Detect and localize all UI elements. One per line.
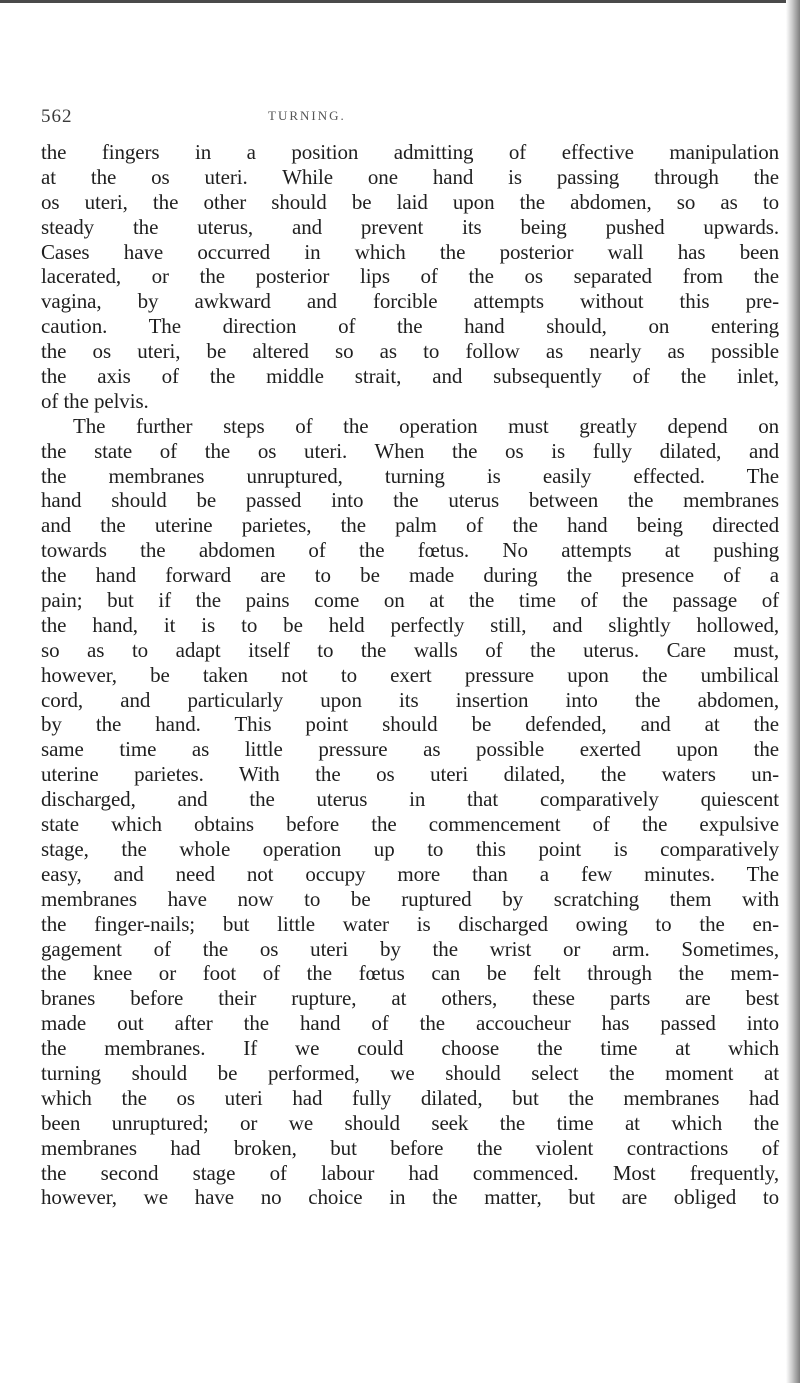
text-line: caution. The direction of the hand should, on entering bbox=[41, 314, 779, 339]
text-line: so as to adapt itself to the walls of the uterus. Care must, bbox=[41, 637, 779, 662]
text-line: easy, and need not occupy more than a few minutes. The bbox=[41, 861, 779, 886]
text-line: the membranes. If we could choose the time at which bbox=[41, 1036, 779, 1061]
text-line: and the uterine parietes, the palm of the hand being directed bbox=[41, 513, 779, 538]
text-line: the membranes unruptured, turning is easily effected. The bbox=[41, 463, 779, 488]
text-line: however, be taken not to exert pressure upon the umbilical bbox=[41, 662, 779, 687]
text-line: steady the uterus, and prevent its being pushed upwards. bbox=[41, 214, 779, 239]
text-line: stage, the whole operation up to this point is comparatively bbox=[41, 836, 779, 861]
text-line: same time as little pressure as possible exerted upon the bbox=[41, 737, 779, 762]
text-line: the state of the os uteri. When the os is fully dilated, and bbox=[41, 438, 779, 463]
text-line: pain; but if the pains come on at the time of the passage of bbox=[41, 588, 779, 613]
text-line: lacerated, or the posterior lips of the os separated from the bbox=[41, 264, 779, 289]
text-line: membranes had broken, but before the violent contractions of bbox=[41, 1135, 779, 1160]
text-line: the axis of the middle strait, and subsequently of the inlet, bbox=[41, 364, 779, 389]
page-header bbox=[0, 106, 800, 130]
text-line: branes before their rupture, at others, these parts are best bbox=[41, 986, 779, 1011]
text-line: membranes have now to be ruptured by scratching them with bbox=[41, 886, 779, 911]
text-line: discharged, and the uterus in that comparatively quiescent bbox=[41, 787, 779, 812]
text-line: gagement of the os uteri by the wrist or arm. Sometimes, bbox=[41, 936, 779, 961]
text-line: the second stage of labour had commenced. Most frequently, bbox=[41, 1160, 779, 1185]
text-line: towards the abdomen of the fœtus. No attempts at pushing bbox=[41, 538, 779, 563]
text-line: os uteri, the other should be laid upon the abdomen, so as to bbox=[41, 189, 779, 214]
text-line: which the os uteri had fully dilated, but the membranes had bbox=[41, 1085, 779, 1110]
text-line: the hand, it is to be held perfectly still, and slightly hollowed, bbox=[41, 612, 779, 637]
text-line: been unruptured; or we should seek the time at which the bbox=[41, 1110, 779, 1135]
text-line: Cases have occurred in which the posterior wall has been bbox=[41, 239, 779, 264]
text-line: the os uteri, be altered so as to follow as nearly as possible bbox=[41, 339, 779, 364]
text-line: the knee or foot of the fœtus can be felt through the mem- bbox=[41, 961, 779, 986]
text-line: however, we have no choice in the matter, but are obliged to bbox=[41, 1185, 779, 1210]
text-line: made out after the hand of the accoucheur has passed into bbox=[41, 1011, 779, 1036]
running-title: TURNING. bbox=[268, 108, 346, 123]
text-line: at the os uteri. While one hand is passing through the bbox=[41, 164, 779, 189]
text-line: hand should be passed into the uterus between the membranes bbox=[41, 488, 779, 513]
text-line: uterine parietes. With the os uteri dilated, the waters un- bbox=[41, 762, 779, 787]
paragraph-start-line: The further steps of the operation must greatly depend on bbox=[73, 413, 779, 438]
page-number: 562 bbox=[41, 106, 73, 127]
text-line: the hand forward are to be made during the presence of a bbox=[41, 563, 779, 588]
text-line: cord, and particularly upon its insertion into the abdomen, bbox=[41, 687, 779, 712]
text-line: the fingers in a position admitting of effective manipulation bbox=[41, 140, 779, 164]
text-line: state which obtains before the commencement of the expulsive bbox=[41, 812, 779, 837]
paragraph-end-line: of the pelvis. bbox=[41, 388, 149, 413]
text-line: vagina, by awkward and forcible attempts without this pre- bbox=[41, 289, 779, 314]
text-line: by the hand. This point should be defended, and at the bbox=[41, 712, 779, 737]
text-line: the finger-nails; but little water is discharged owing to the en- bbox=[41, 911, 779, 936]
page-edge-shadow bbox=[786, 0, 800, 1383]
body-text bbox=[41, 140, 779, 1210]
text-line: turning should be performed, we should select the moment at bbox=[41, 1060, 779, 1085]
top-border bbox=[0, 0, 800, 3]
